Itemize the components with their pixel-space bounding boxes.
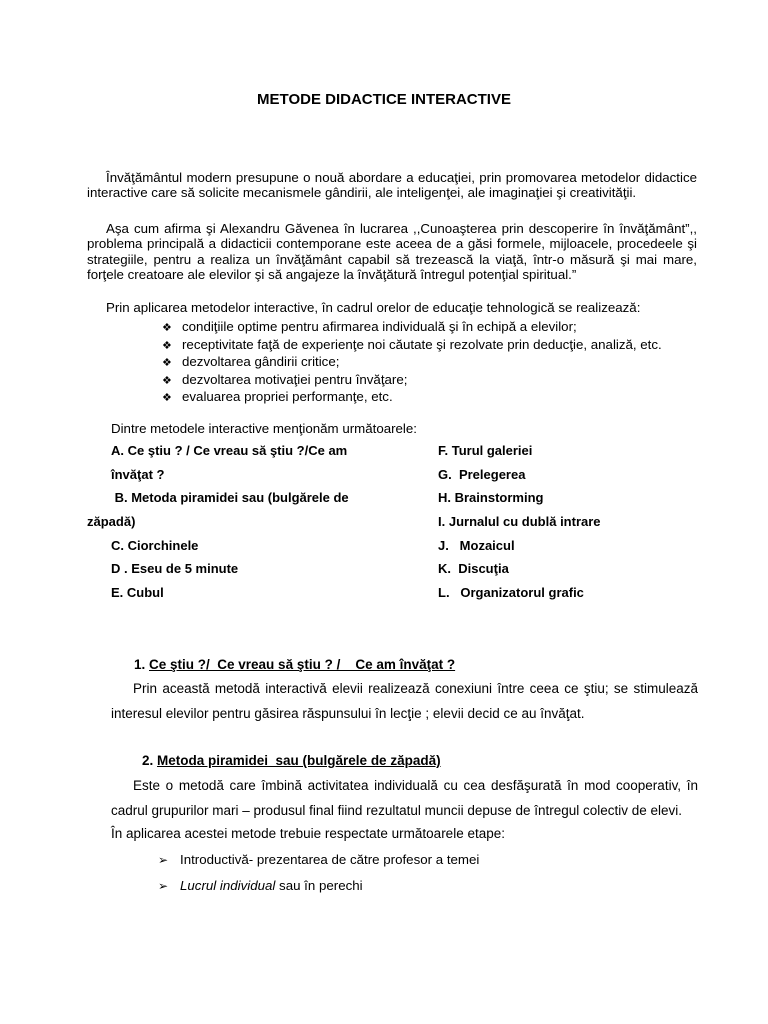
method-item-c: C. Ciorchinele (111, 537, 199, 553)
intro-p2-text: Aşa cum afirma şi Alexandru Găvenea în lucrarea ,,Cunoaşterea prin descoperire în învăţământ”,, problema principală a didacticii contemporane este aceea de a găsi formele, mijloacele, procedeele şi strategiile, pentru a realiza un învăţământ capabil să trezească la viaţă, într-o măsură şi mai mare, forţele creatoare ale elevilor şi să angajeze la învăţătură întregul potenţial spiritual.” (87, 221, 697, 282)
section-2-body: Este o metodă care îmbină activitatea individuală cu cea desfăşurată în mod cooperativ, în cadrul grupurilor mari – produsul final fiind rezultatul muncii depuse de întregul colectiv de elevi. (111, 778, 698, 818)
method-item-h: H. Brainstorming (438, 490, 544, 506)
methods-left-column (87, 439, 349, 605)
method-item-l: L. Organizatorul grafic (438, 585, 584, 601)
intro-paragraph-3 (87, 300, 697, 315)
method-item-g: G. Prelegerea (438, 466, 526, 482)
method-item-e: E. Cubul (111, 585, 164, 601)
method-item-i: I. Jurnalul cu dublă intrare (438, 514, 601, 530)
list-item: ➢ Introductivă- prezentarea de către profesor a temei (158, 850, 479, 876)
section-2-heading: 2. Metoda piramidei sau (bulgărele de zăpadă) (142, 753, 441, 768)
arrow-bullet-icon: ➢ (158, 879, 169, 893)
list-item: ❖ dezvoltarea motivaţiei pentru învăţare; (162, 371, 662, 389)
section-2-body-2: În aplicarea acestei metode trebuie respectate următoarele etape: (111, 826, 505, 841)
section-1-body: Prin această metodă interactivă elevii realizează conexiuni între ceea ce ştiu; se stimulează interesul elevilor pentru găsirea răspunsului în lecţie ; elevii decid ce au învăţat. (111, 681, 698, 721)
intro-paragraph-1 (87, 170, 697, 201)
diamond-bullet-icon: ❖ (162, 339, 172, 352)
methods-right-column (438, 439, 601, 605)
section-1-heading: 1. Ce ştiu ?/ Ce vreau să ştiu ? / Ce am învăţat ? (134, 657, 456, 672)
methods-intro: Dintre metodele interactive menţionăm următoarele: (111, 421, 417, 436)
method-item-k: K. Discuţia (438, 561, 509, 577)
method-item-b: B. Metoda piramidei sau (bulgărele de (111, 490, 349, 506)
benefits-list (162, 318, 662, 406)
list-item: ❖ receptivitate faţă de experienţe noi căutate şi rezolvate prin deducţie, analiză, etc. (162, 336, 662, 354)
intro-p1-text: Învăţământul modern presupune o nouă abordare a educaţiei, prin promovarea metodelor didactice interactive care să solicite mecanismele gândirii, ale inteligenţei, ale imaginaţiei şi creativităţii. (87, 170, 697, 201)
intro-paragraph-2 (87, 221, 697, 282)
method-item-b-cont: zăpadă) (87, 514, 136, 530)
diamond-bullet-icon: ❖ (162, 357, 172, 369)
method-item-f: F. Turul galeriei (438, 443, 533, 458)
list-item: ❖ evaluarea propriei performanţe, etc. (162, 388, 662, 406)
steps-list (158, 850, 479, 902)
arrow-bullet-icon: ➢ (158, 853, 169, 867)
list-item: ❖ condiţiile optime pentru afirmarea individuală şi în echipă a elevilor; (162, 318, 662, 336)
method-item-a-cont: învăţat ? (111, 466, 165, 482)
diamond-bullet-icon: ❖ (162, 374, 172, 387)
list-item: ❖ dezvoltarea gândirii critice; (162, 353, 662, 371)
diamond-bullet-icon: ❖ (162, 392, 172, 404)
diamond-bullet-icon: ❖ (162, 322, 172, 334)
intro-p3-text: Prin aplicarea metodelor interactive, în cadrul orelor de educaţie tehnologică se realizează: (106, 300, 641, 315)
method-item-a: A. Ce ştiu ? / Ce vreau să ştiu ?/Ce am (111, 443, 348, 458)
method-item-d: D . Eseu de 5 minute (111, 561, 239, 577)
list-item: ➢ Lucrul individual sau în perechi (158, 876, 479, 902)
page-title: METODE DIDACTICE INTERACTIVE (257, 91, 511, 108)
method-item-j: J. Mozaicul (438, 537, 515, 553)
